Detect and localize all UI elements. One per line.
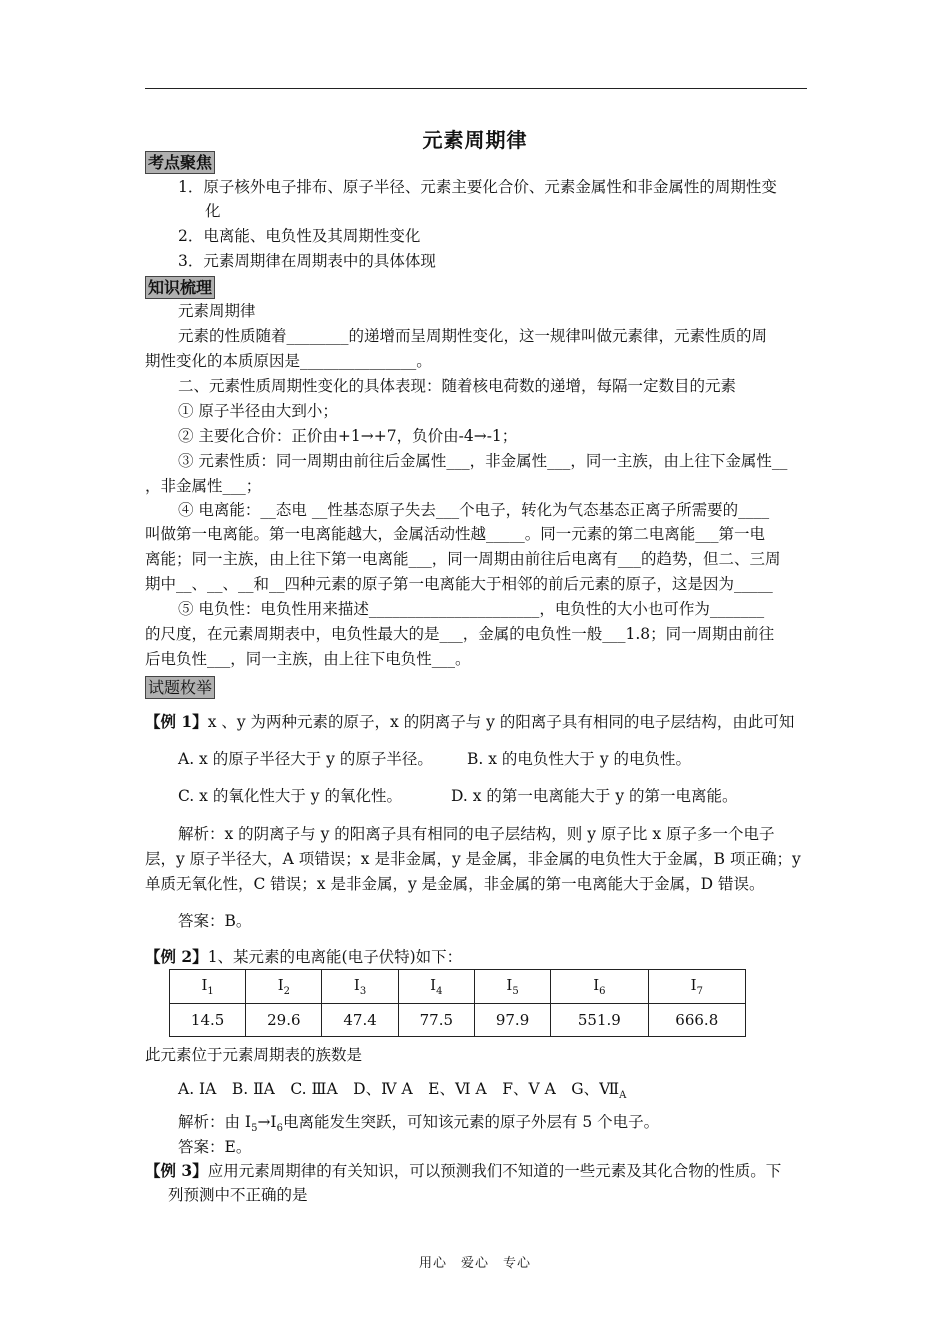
review-item-1: ① 原子半径由大到小； bbox=[178, 402, 338, 420]
table-cell: 97.9 bbox=[474, 1004, 550, 1037]
example-1-analysis-c: 单质无氧化性，C 错误；x 是非金属，y 是金属，非金属的第一电离能大于金属，D 错误。 bbox=[145, 875, 765, 893]
example-2-question bbox=[145, 947, 462, 967]
review-item-5b: 的尺度，在元素周期表中，电负性最大的是___，金属的电负性一般___1.8；同一周期由前往 bbox=[145, 625, 775, 643]
review-item-3a: ③ 元素性质：同一周期由前往后金属性___，非金属性___，同一主族，由上往下金属性__ bbox=[178, 452, 788, 470]
example-3-label: 【例 3】 bbox=[145, 1161, 208, 1180]
example-1-question bbox=[145, 712, 794, 732]
example-1-analysis-b: 层，y 原子半径大，A 项错误；x 是非金属，y 是金属，非金属的电负性大于金属，B 项正确；y bbox=[145, 850, 801, 868]
review-item-4d: 期中__、__、__和__四种元素的原子第一电离能大于相邻的前后元素的原子，这是因为_____ bbox=[145, 575, 773, 593]
example-1-option-c: C. x 的氧化性大于 y 的氧化性。 bbox=[178, 787, 402, 805]
table-cell: 47.4 bbox=[322, 1004, 398, 1037]
section-heading-review: 知识梳理 bbox=[145, 276, 215, 299]
analysis-text-1: 解析：由 I bbox=[178, 1113, 252, 1131]
section-heading-focus: 考点聚焦 bbox=[145, 151, 215, 174]
analysis-text-3: 电离能发生突跃，可知该元素的原子外层有 5 个电子。 bbox=[282, 1113, 660, 1131]
review-item-4b: 叫做第一电离能。第一电离能越大，金属活动性越_____。同一元素的第二电离能___第一电 bbox=[145, 525, 766, 543]
section-heading-examples: 试题枚举 bbox=[145, 676, 215, 699]
example-1-option-b: B. x 的电负性大于 y 的电负性。 bbox=[467, 750, 692, 768]
focus-item-3: 3．元素周期律在周期表中的具体体现 bbox=[178, 252, 436, 270]
example-1-option-d: D. x 的第一电离能大于 y 的第一电离能。 bbox=[451, 787, 738, 805]
example-3-text: 应用元素周期律的有关知识，可以预测我们不知道的一些元素及其化合物的性质。下 bbox=[207, 1162, 782, 1180]
focus-item-1b: 化 bbox=[205, 202, 221, 220]
table-header-cell: $I_1$ bbox=[170, 970, 246, 1004]
analysis-sub-1: 5 bbox=[251, 1123, 258, 1135]
analysis-text-2: →I bbox=[257, 1113, 277, 1131]
review-item-4a: ④ 电离能：__态电 __性基态原子失去___个电子，转化为气态基态正离子所需要的____ bbox=[178, 501, 770, 519]
table-cell: 14.5 bbox=[170, 1004, 246, 1037]
analysis-sub-2: 6 bbox=[276, 1123, 283, 1135]
review-item-4c: 离能；同一主族，由上往下第一电离能___，同一周期由前往后电离有___的趋势，但二、三周 bbox=[145, 550, 781, 568]
example-2-label: 【例 2】 bbox=[145, 947, 208, 966]
example-1-label: 【例 1】 bbox=[145, 712, 208, 731]
review-item-5c: 后电负性___，同一主族，由上往下电负性___。 bbox=[145, 650, 471, 668]
table-header-cell: $I_4$ bbox=[398, 970, 474, 1004]
example-2-answer: 答案：E。 bbox=[178, 1138, 252, 1156]
example-1-analysis-a: 解析：x 的阴离子与 y 的阳离子具有相同的电子层结构，则 y 原子比 x 原子多一个电子 bbox=[178, 825, 775, 843]
example-1-answer: 答案：B。 bbox=[178, 912, 252, 930]
example-2-analysis bbox=[178, 1112, 659, 1139]
review-subtitle: 元素周期律 bbox=[178, 302, 256, 320]
table-header-cell: $I_5$ bbox=[474, 970, 550, 1004]
table-cell: 29.6 bbox=[246, 1004, 322, 1037]
review-item-3b: ，非金属性___； bbox=[145, 477, 262, 495]
example-3-question bbox=[145, 1161, 781, 1181]
table-cell: 77.5 bbox=[398, 1004, 474, 1037]
table-cell: 551.9 bbox=[551, 1004, 648, 1037]
focus-item-1a: 1．原子核外电子排布、原子半径、元素主要化合价、元素金属性和非金属性的周期性变 bbox=[178, 178, 777, 196]
table-header-cell: $I_6$ bbox=[551, 970, 648, 1004]
example-2-options bbox=[178, 1079, 626, 1106]
example-2-options-sub: A bbox=[619, 1090, 627, 1102]
header-rule bbox=[145, 88, 807, 89]
table-header-cell: $I_2$ bbox=[246, 970, 322, 1004]
example-2-text: 1、某元素的电离能(电子伏特)如下： bbox=[207, 948, 463, 966]
example-2-options-text: A. IA B. ⅡA C. ⅢA D、Ⅳ A E、Ⅵ A F、Ⅴ A G、Ⅶ bbox=[178, 1080, 620, 1098]
table-header-cell: $I_3$ bbox=[322, 970, 398, 1004]
table-cell: 666.8 bbox=[648, 1004, 745, 1037]
page-footer: 用心 爱心 专心 bbox=[418, 1256, 531, 1271]
review-paragraph-1b: 期性变化的本质原因是_______________。 bbox=[145, 352, 432, 370]
page-title: 元素周期律 bbox=[422, 128, 528, 152]
review-paragraph-2: 二、元素性质周期性变化的具体表现：随着核电荷数的递增，每隔一定数目的元素 bbox=[178, 377, 737, 395]
review-item-5a: ⑤ 电负性：电负性用来描述______________________，电负性的大小也可作为_______ bbox=[178, 600, 765, 618]
example-1-option-a: A. x 的原子半径大于 y 的原子半径。 bbox=[178, 750, 433, 768]
table-header-row bbox=[170, 970, 746, 1004]
table-header-cell: $I_7$ bbox=[648, 970, 745, 1004]
focus-item-2: 2．电离能、电负性及其周期性变化 bbox=[178, 227, 421, 245]
example-2-question-2: 此元素位于元素周期表的族数是 bbox=[145, 1046, 363, 1064]
example-3-question-b: 列预测中不正确的是 bbox=[168, 1186, 308, 1204]
ionization-energy-table bbox=[169, 969, 746, 1037]
review-paragraph-1a: 元素的性质随着________的递增而呈周期性变化，这一规律叫做元素律，元素性质的周 bbox=[178, 327, 768, 345]
review-item-2: ② 主要化合价：正价由+1→+7，负价由-4→-1； bbox=[178, 427, 518, 445]
table-row bbox=[170, 1004, 746, 1037]
example-1-text: x 、y 为两种元素的原子，x 的阴离子与 y 的阳离子具有相同的电子层结构，由此可知 bbox=[207, 713, 795, 731]
